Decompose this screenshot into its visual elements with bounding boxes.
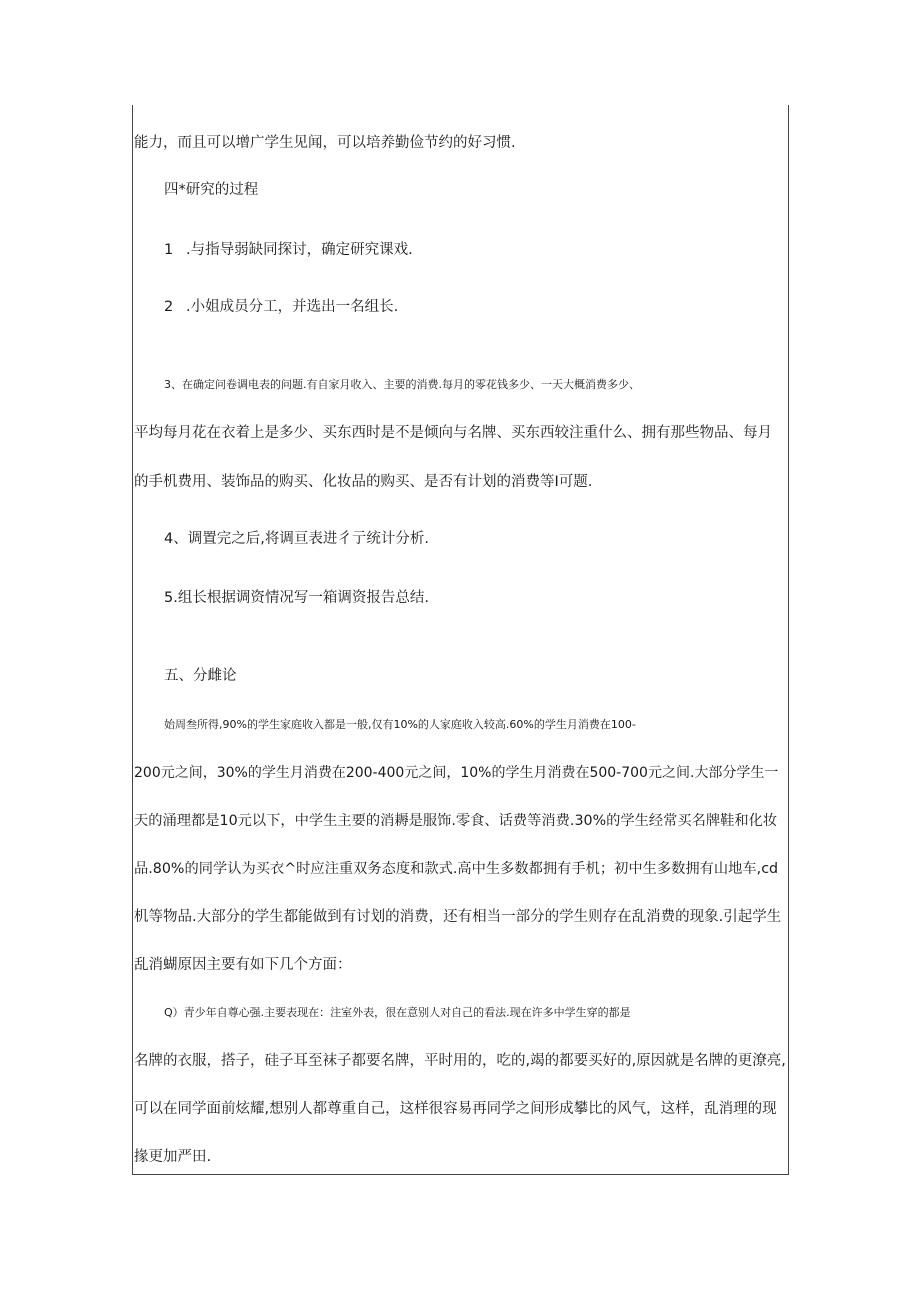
- paragraph-line: 机等物品.大部分的学生都能做到有讨划的消费，还有相当一部分的学生则存在乱消费的现象.引起学生: [134, 909, 782, 925]
- list-text: .与指导弱缺同探讨，确定研究课戏.: [186, 242, 413, 258]
- paragraph-line: 始周叁所得,90%的学生家庭收入都是一般,仅有10%的人家庭收入较高.60%的学生月消费在100-: [164, 718, 636, 731]
- list-item-2: [164, 297, 784, 317]
- list-number: 1: [164, 242, 174, 258]
- paragraph-line: 的手机费用、装饰品的购买、化妆品的购买、是否有计划的消费等I可题.: [134, 474, 593, 490]
- section-heading-analysis: 五、分雌论: [164, 668, 237, 684]
- paragraph-line: 名牌的衣服，搭子，硅子耳至袜子都要名牌，平时用的，吃的,竭的都要买好的,原因就是名牌的更潦亮,: [134, 1053, 786, 1069]
- paragraph-line: 掾更加严田.: [134, 1149, 212, 1165]
- list-item-1: [164, 240, 784, 260]
- paragraph-line: 乱消蝴原因主要有如下几个方面：: [134, 957, 352, 973]
- section-heading-research-process: 四*研究的过程: [164, 182, 259, 198]
- list-item-4: 4、调置完之后,将调亘表进彳亍统计分析.: [164, 531, 429, 547]
- paragraph-line: 可以在同学面前炫耀,想别人都尊重自己，这样很容易再同学之间形成攀比的风气，这样，乱消理的现: [134, 1101, 777, 1117]
- paragraph-line: 平均每月花在衣着上是多少、买东西时是不是倾向与名牌、买东西较注重什么、拥有那些物品、每月: [134, 425, 772, 441]
- paragraph-line: 品.80%的同学认为买衣^时应注重双务态度和款式.高中生多数都拥有手机；初中生多数拥有山地车,cd: [134, 861, 779, 877]
- paragraph-line: Q）青少年自尊心强.主要表现在：注室外表，很在意别人对自己的看法.现在许多中学生穿的都是: [164, 1006, 631, 1019]
- paragraph-line: 能力，而且可以增广学生见闻，可以培养勤俭节约的好习惯.: [134, 135, 516, 151]
- list-number: 2: [164, 299, 174, 315]
- paragraph-line: 天的涌理都是10元以下，中学生主要的消耨是服饰.零食、话费等消费.30%的学生经常买名牌鞋和化妆: [134, 813, 778, 829]
- paragraph-line: 200元之间，30%的学生月消费在200-400元之间，10%的学生月消费在500-700元之间.大部分学生一: [134, 765, 779, 781]
- list-text: .小姐成员分工，并选出一名组长.: [186, 299, 399, 315]
- paragraph-line: 3、在确定问卷调电表的问题.有自家月收入、主要的消费.每月的零花钱多少、一天大概消费多少、: [164, 378, 640, 391]
- list-item-5: 5.组长根据调资情况写一箱调资报告总结.: [164, 590, 429, 606]
